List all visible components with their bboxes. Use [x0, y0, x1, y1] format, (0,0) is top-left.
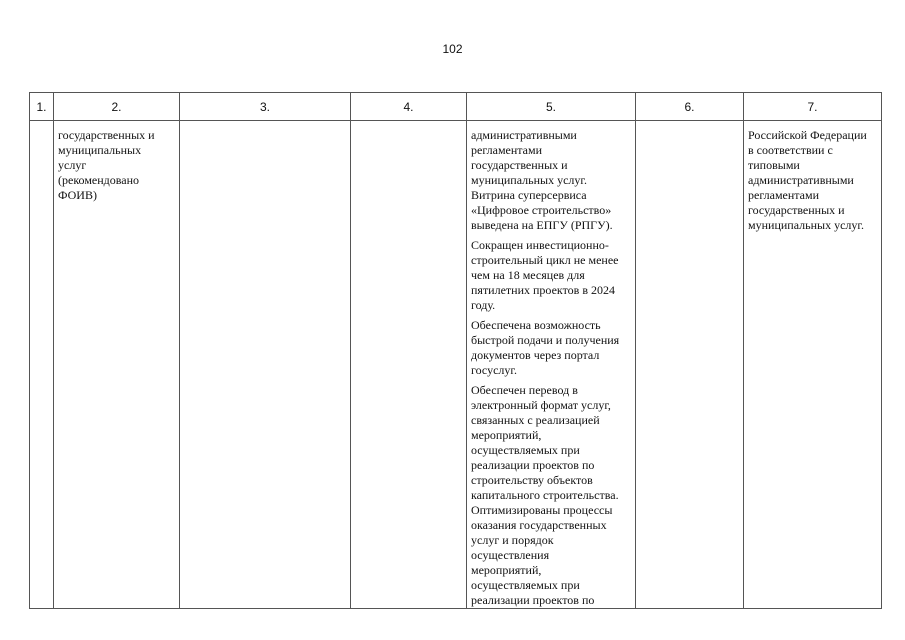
col5-line: «Цифровое строительство» [471, 203, 612, 217]
col5-line: чем на 18 месяцев для [471, 268, 585, 282]
col5-line: осуществляемых при [471, 443, 580, 457]
header-col-6: 6. [636, 93, 744, 121]
col5-line: административными [471, 128, 577, 142]
col5-line: Витрина суперсервиса [471, 188, 587, 202]
col5-line: Сокращен инвестиционно- [471, 238, 609, 252]
col5-line: быстрой подачи и получения [471, 333, 620, 347]
cell-col-3 [180, 124, 351, 609]
cell-col-2 [54, 124, 180, 609]
col7-line: государственных и [748, 203, 845, 217]
header-col-4: 4. [351, 93, 467, 121]
col7-line: административными [748, 173, 854, 187]
col7-line: муниципальных услуг. [748, 218, 864, 232]
header-row [30, 93, 882, 121]
document-table [29, 92, 882, 609]
col7-line: в соответствии с [748, 143, 833, 157]
col7-line: типовыми [748, 158, 800, 172]
cell-col-4 [351, 124, 467, 609]
col5-line: документов через портал [471, 348, 600, 362]
col5-line: пятилетних проектов в 2024 [471, 283, 615, 297]
col5-line: строительству объектов [471, 473, 593, 487]
col7-line: регламентами [748, 188, 820, 202]
col5-paragraph-2 [471, 238, 631, 313]
col5-paragraph-4 [471, 383, 631, 503]
col5-line: выведена на ЕПГУ (РПГУ). [471, 218, 613, 232]
col5-line: Оптимизированы процессы [471, 503, 613, 517]
header-col-7: 7. [744, 93, 882, 121]
col7-text [744, 124, 881, 233]
col5-text [467, 124, 635, 608]
body-row [30, 124, 882, 609]
col5-line: реализации проектов по [471, 458, 595, 472]
col5-line: регламентами [471, 143, 543, 157]
col2-line: услуг [58, 158, 87, 172]
col5-line: госуслуг. [471, 363, 517, 377]
col5-line: оказания государственных [471, 518, 607, 532]
col2-line: (рекомендовано [58, 173, 140, 187]
cell-col-6 [636, 124, 744, 609]
col5-line: электронный формат услуг, [471, 398, 611, 412]
col5-line: осуществления [471, 548, 550, 562]
col2-line: государственных и [58, 128, 155, 142]
col2-line: муниципальных [58, 143, 142, 157]
col5-paragraph-5 [471, 503, 631, 608]
col7-line: Российской Федерации [748, 128, 867, 142]
page-number: 102 [442, 42, 463, 56]
header-col-1: 1. [30, 93, 54, 121]
col5-line: государственных и [471, 158, 568, 172]
col5-line: капитального строительства. [471, 488, 619, 502]
col5-line: связанных с реализацией [471, 413, 600, 427]
header-col-3: 3. [180, 93, 351, 121]
col5-paragraph-3 [471, 318, 631, 378]
col5-line: году. [471, 298, 496, 312]
col5-line: муниципальных услуг. [471, 173, 587, 187]
col5-line: мероприятий, [471, 428, 542, 442]
col5-line: строительный цикл не менее [471, 253, 619, 267]
cell-col-5 [467, 124, 636, 609]
cell-col-7 [744, 124, 882, 609]
col2-text [54, 124, 179, 203]
col5-line: реализации проектов по [471, 593, 595, 607]
header-col-2: 2. [54, 93, 180, 121]
col5-line: Обеспечена возможность [471, 318, 601, 332]
col5-line: мероприятий, [471, 563, 542, 577]
col2-line: ФОИВ) [58, 188, 97, 202]
col5-line: услуг и порядок [471, 533, 554, 547]
col5-line: осуществляемых при [471, 578, 580, 592]
col5-line: Обеспечен перевод в [471, 383, 578, 397]
col5-paragraph-1 [471, 128, 631, 233]
cell-col-1 [30, 124, 54, 609]
header-col-5: 5. [467, 93, 636, 121]
